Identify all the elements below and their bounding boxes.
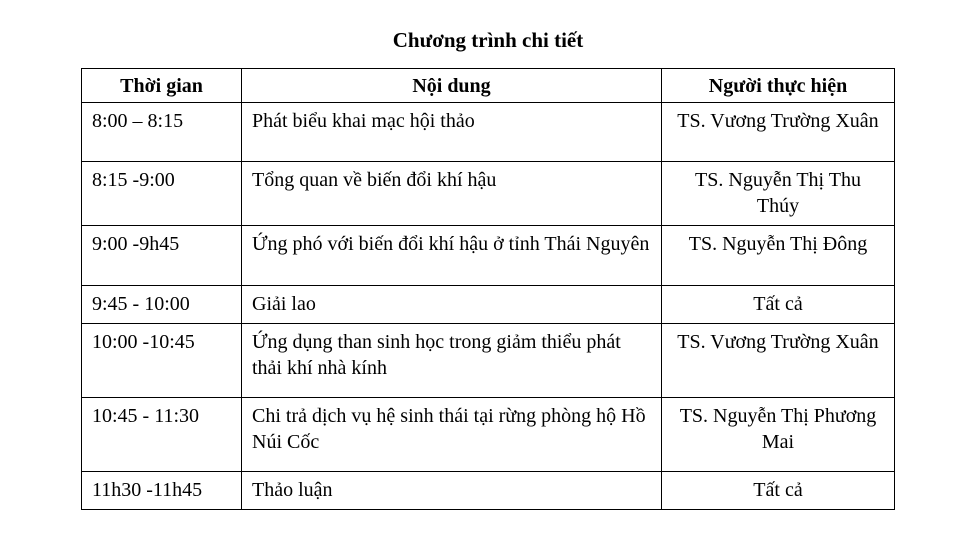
- table-header-row: [82, 69, 895, 103]
- row-time: 8:00 – 8:15: [82, 103, 242, 162]
- column-header-time: Thời gian: [82, 69, 242, 103]
- table-row: [82, 162, 895, 226]
- table-row: [82, 286, 895, 324]
- table-row: [82, 103, 895, 162]
- page-title: Chương trình chi tiết: [392, 28, 584, 52]
- column-header-content: Nội dung: [242, 69, 662, 103]
- column-header-person: Người thực hiện: [662, 69, 895, 103]
- table-row: [82, 226, 895, 286]
- row-content: Chi trả dịch vụ hệ sinh thái tại rừng phòng hộ Hồ Núi Cốc: [242, 398, 662, 472]
- row-person: Tất cả: [662, 472, 895, 510]
- row-content: Giải lao: [242, 286, 662, 324]
- table-row: [82, 324, 895, 398]
- row-person: TS. Nguyễn Thị Phương Mai: [662, 398, 895, 472]
- row-content: Phát biểu khai mạc hội thảo: [242, 103, 662, 162]
- row-content: Tổng quan về biến đổi khí hậu: [242, 162, 662, 226]
- row-time: 10:45 - 11:30: [82, 398, 242, 472]
- row-time: 11h30 -11h45: [82, 472, 242, 510]
- schedule-table: [81, 68, 895, 510]
- row-content: Ứng dụng than sinh học trong giảm thiểu phát thải khí nhà kính: [242, 324, 662, 398]
- row-time: 9:00 -9h45: [82, 226, 242, 286]
- row-content: Thảo luận: [242, 472, 662, 510]
- row-person: TS. Vương Trường Xuân: [662, 103, 895, 162]
- row-time: 10:00 -10:45: [82, 324, 242, 398]
- row-time: 9:45 - 10:00: [82, 286, 242, 324]
- table-row: [82, 472, 895, 510]
- row-content: Ứng phó với biến đổi khí hậu ở tỉnh Thái Nguyên: [242, 226, 662, 286]
- row-person: TS. Nguyễn Thị Thu Thúy: [662, 162, 895, 226]
- row-person: Tất cả: [662, 286, 895, 324]
- table-row: [82, 398, 895, 472]
- row-person: TS. Nguyễn Thị Đông: [662, 226, 895, 286]
- row-time: 8:15 -9:00: [82, 162, 242, 226]
- row-person: TS. Vương Trường Xuân: [662, 324, 895, 398]
